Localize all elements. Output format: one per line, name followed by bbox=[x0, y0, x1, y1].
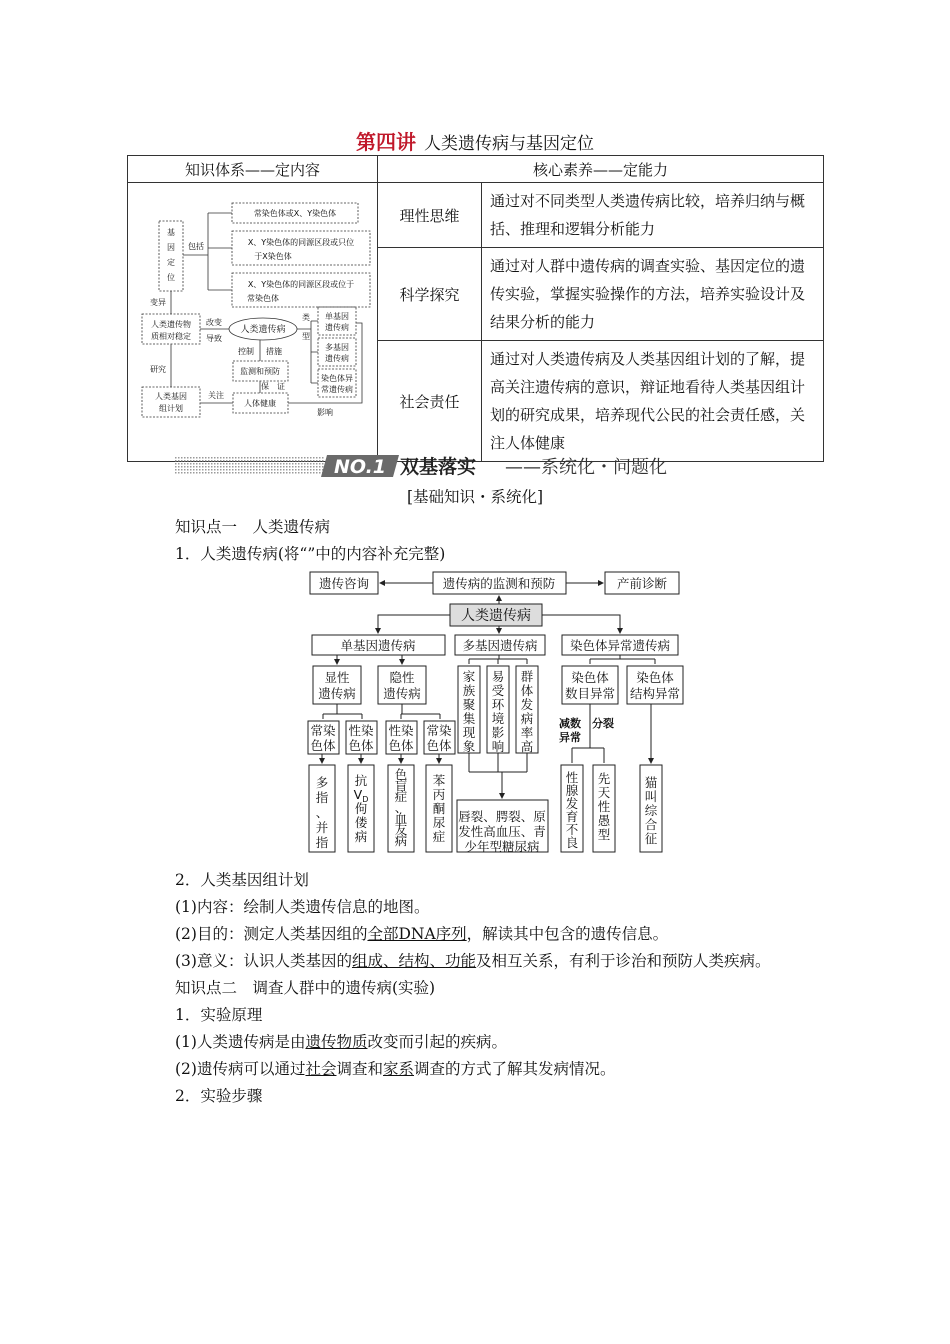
flow-vchar: 指 bbox=[315, 790, 329, 805]
underlined-answer: 遗传物质 bbox=[305, 1033, 368, 1051]
mm-t1b: 遗传病 bbox=[325, 323, 349, 332]
principle-1 bbox=[175, 1028, 507, 1056]
flow-vchar: 体 bbox=[520, 683, 534, 698]
flow-xian2: 遗传病 bbox=[318, 686, 356, 701]
mm-kongzhi: 控制 bbox=[238, 347, 254, 356]
flow-vchar: 不 bbox=[565, 822, 579, 837]
flow-fenlie: 分裂 bbox=[592, 717, 614, 730]
flow-vchar: 偻 bbox=[354, 815, 368, 830]
subheading: [基础知识・系统化] bbox=[406, 488, 544, 506]
flow-vchar: 率 bbox=[520, 725, 534, 740]
mm-b2b: 于X染色体 bbox=[254, 252, 292, 261]
flow-jiance: 遗传病的监测和预防 bbox=[442, 576, 556, 591]
mm-gaibian: 改变 bbox=[206, 318, 222, 327]
mm-t2a: 多基因 bbox=[325, 343, 349, 352]
mm-b1: 常染色体或X、Y染色体 bbox=[253, 209, 337, 218]
flow-vchar: 血 bbox=[394, 811, 408, 826]
lecture-title: 人类遗传病与基因定位 bbox=[424, 134, 594, 154]
text-span: 、 bbox=[382, 952, 399, 970]
text-span: 调查的方式了解其发病情况。 bbox=[414, 1060, 616, 1078]
row-label-1: 理性思维 bbox=[378, 183, 482, 248]
row-desc-2: 通过对人群中遗传病的调查实验、基因定位的遗传实验，掌握实验操作的方法，培养实验设计及结果分析的能力 bbox=[482, 248, 824, 341]
flow-vchar: 高 bbox=[520, 739, 534, 754]
flow-vchar: 聚 bbox=[462, 697, 476, 712]
mm-stable1: 人类遗传物 bbox=[151, 320, 191, 329]
text-span: 调查和 bbox=[336, 1060, 383, 1078]
item-4: 2．实验步骤 bbox=[175, 1087, 263, 1105]
banner-main: 双基落实 bbox=[400, 456, 477, 478]
flow-vchar: 综 bbox=[644, 803, 658, 818]
row-label-2: 科学探究 bbox=[378, 248, 482, 341]
row-desc-3: 通过对人类遗传病及人类基因组计划的了解，提高关注遗传病的意识，辩证地看待人类基因组计划的研究成果，培养现代公民的社会责任感，关注人体健康 bbox=[482, 341, 824, 462]
flow-vchar: 性 bbox=[597, 799, 611, 814]
flow-vchar: 多 bbox=[315, 775, 329, 790]
mm-leixing1: 类 bbox=[302, 313, 310, 322]
flow-ex3: 少年型糖尿病 bbox=[464, 839, 540, 854]
overview-table bbox=[127, 155, 824, 462]
page-title bbox=[0, 126, 950, 155]
knowledge-point-1: 知识点一 人类遗传病 bbox=[175, 518, 331, 536]
knowledge-point-2: 知识点二 调查人群中的遗传病(实验) bbox=[175, 979, 436, 997]
item-2: 2．人类基因组计划 bbox=[175, 871, 309, 889]
mm-jiyin: 基 bbox=[167, 228, 175, 237]
flow-jianshu1: 减数 bbox=[559, 717, 581, 730]
flow-vchar: $V_D$ bbox=[353, 787, 369, 804]
flow-vchar: 叫 bbox=[644, 789, 658, 804]
flow-vchar: 育 bbox=[565, 809, 579, 824]
mm-yanjiu: 研究 bbox=[150, 365, 166, 374]
mindmap-cell bbox=[128, 183, 378, 462]
mm-jiance2: 保 证 bbox=[261, 382, 285, 391]
flow-vchar: 症 bbox=[432, 829, 446, 844]
flow-vchar: 发 bbox=[565, 796, 579, 811]
mm-gui2: 组计划 bbox=[159, 404, 183, 413]
flow-vchar: 猫 bbox=[644, 775, 658, 790]
flow-vchar: 、 bbox=[394, 800, 408, 815]
text-span: (1)人类遗传病是由 bbox=[175, 1033, 306, 1051]
flow-vchar: 境 bbox=[491, 711, 505, 726]
flow-ex1: 唇裂、腭裂、原 bbox=[458, 809, 546, 824]
flow-root: 人类遗传病 bbox=[461, 608, 531, 624]
mm-gui1: 人类基因 bbox=[155, 392, 187, 401]
flow-vchar: 指 bbox=[315, 835, 329, 850]
flow-vchar: 友 bbox=[394, 822, 408, 837]
flow-vchar: 病 bbox=[394, 833, 408, 848]
text-span: 及相互关系，有利于诊治和预防人类疾病。 bbox=[476, 952, 771, 970]
lecture-number: 第四讲 bbox=[356, 130, 416, 154]
flow-vchar: 响 bbox=[491, 739, 505, 754]
flow-vchar: 家 bbox=[462, 669, 476, 684]
mm-char: 定 bbox=[167, 258, 175, 267]
mm-center: 人类遗传病 bbox=[240, 325, 286, 335]
flow-vchar: 尿 bbox=[432, 815, 446, 830]
significance-line bbox=[175, 947, 771, 975]
section-banner bbox=[175, 451, 775, 481]
flow-vchar: 佝 bbox=[354, 801, 368, 816]
flow-vchar: 、 bbox=[315, 805, 329, 820]
banner-graphic bbox=[175, 451, 775, 481]
mm-b3b: 常染色体 bbox=[247, 294, 279, 303]
flow-vchar: 发 bbox=[520, 697, 534, 712]
mm-t3b: 常遗传病 bbox=[321, 385, 353, 394]
banner-sub: ——系统化・问题化 bbox=[505, 457, 667, 478]
flow-ex2: 发性高血压、青 bbox=[458, 824, 546, 839]
left-header: 知识体系——定内容 bbox=[128, 156, 378, 183]
flow-str2: 结构异常 bbox=[629, 686, 681, 701]
mm-t2b: 遗传病 bbox=[325, 354, 349, 363]
flow-vchar: 群 bbox=[520, 669, 534, 684]
flow-vchar: 酮 bbox=[432, 801, 446, 816]
flow-xian1: 显性 bbox=[324, 670, 350, 685]
underlined-answer: 家系 bbox=[383, 1060, 415, 1078]
flow-yin2: 遗传病 bbox=[383, 686, 421, 701]
mm-jiance1: 监测和预防 bbox=[240, 367, 280, 376]
flow-num2: 数目异常 bbox=[564, 686, 616, 701]
flow-vchar: 病 bbox=[354, 829, 368, 844]
flow-c3a: 性染 bbox=[388, 723, 414, 738]
flow-vchar: 环 bbox=[491, 697, 505, 712]
mm-t1a: 单基因 bbox=[325, 312, 349, 321]
flow-vchar: 性 bbox=[565, 770, 579, 785]
text-span: (2)目的：测定人类基因组的 bbox=[175, 925, 368, 943]
flow-c1a: 常染 bbox=[310, 723, 336, 738]
knowledge-mindmap bbox=[128, 183, 377, 441]
flow-vchar: 盲 bbox=[394, 778, 408, 793]
text-span: (2)遗传病可以通过 bbox=[175, 1060, 306, 1078]
flow-c3b: 色体 bbox=[388, 738, 414, 753]
mm-daozhi: 导致 bbox=[206, 334, 222, 343]
mm-leixing2: 型 bbox=[302, 332, 310, 341]
item-3: 1．实验原理 bbox=[175, 1006, 263, 1024]
flow-chrom: 染色体异常遗传病 bbox=[569, 638, 671, 653]
flow-vchar: 影 bbox=[491, 725, 505, 740]
text-span: ，解读其中包含的遗传信息。 bbox=[466, 925, 669, 943]
purpose-line bbox=[175, 920, 668, 948]
mm-t3a: 染色体异 bbox=[321, 374, 353, 383]
mm-b3a: X、Y染色体的同源区段或位于 bbox=[247, 280, 355, 289]
flow-vchar: 征 bbox=[644, 831, 658, 846]
text-span: (3)意义：认识人类基因的 bbox=[175, 952, 352, 970]
content-line: (1)内容：绘制人类遗传信息的地图。 bbox=[175, 898, 430, 916]
mm-yingxiang: 影响 bbox=[317, 408, 333, 417]
flow-vchar: 天 bbox=[597, 785, 611, 800]
flow-c4b: 色体 bbox=[426, 738, 452, 753]
flow-vchar: 型 bbox=[597, 827, 611, 842]
flow-vchar: 象 bbox=[462, 739, 476, 754]
flow-vchar: 腺 bbox=[565, 783, 579, 798]
flow-vchar: 合 bbox=[644, 817, 658, 832]
flow-vchar: 集 bbox=[462, 711, 476, 726]
underlined-answer: 功能 bbox=[445, 952, 477, 970]
text-span: 改变而引起的疾病。 bbox=[367, 1033, 507, 1051]
underlined-answer: 结构 bbox=[398, 952, 430, 970]
flow-vchar: 现 bbox=[462, 725, 476, 740]
flow-vchar: 先 bbox=[597, 771, 611, 786]
flow-vchar: 苯 bbox=[432, 773, 446, 788]
right-header: 核心素养——定能力 bbox=[378, 156, 824, 183]
underlined-answer: 社会 bbox=[305, 1060, 337, 1078]
flow-str1: 染色体 bbox=[636, 670, 674, 685]
flow-chanqian: 产前诊断 bbox=[616, 576, 668, 591]
mm-guanzhu: 关注 bbox=[208, 391, 224, 400]
banner-badge: NO.1 bbox=[333, 456, 387, 478]
item-1: 1．人类遗传病(将“”中的内容补充完整) bbox=[175, 545, 446, 563]
flow-yin1: 隐性 bbox=[389, 670, 415, 685]
mm-char: 因 bbox=[167, 243, 175, 252]
flow-vchar: 愚 bbox=[597, 813, 611, 828]
text-span: 、 bbox=[429, 952, 446, 970]
mm-baokuo: 包括 bbox=[188, 242, 204, 251]
flow-vchar: 并 bbox=[315, 820, 329, 835]
flow-c2a: 性染 bbox=[348, 723, 374, 738]
row-label-3: 社会责任 bbox=[378, 341, 482, 462]
mm-char: 位 bbox=[167, 273, 175, 282]
flow-vchar: 丙 bbox=[432, 787, 446, 802]
flow-vchar: 抗 bbox=[354, 773, 368, 788]
underlined-answer: 组成 bbox=[351, 952, 383, 970]
mm-cuoshi: 措施 bbox=[266, 347, 282, 356]
mm-stable2: 质相对稳定 bbox=[151, 332, 191, 341]
flow-vchar: 族 bbox=[462, 683, 476, 698]
flow-vchar: 易 bbox=[491, 669, 505, 684]
flow-c2b: 色体 bbox=[348, 738, 374, 753]
disease-flowchart bbox=[300, 567, 700, 859]
mm-health: 人体健康 bbox=[244, 399, 276, 408]
underlined-answer: 全部DNA序列 bbox=[367, 925, 467, 943]
flow-vchar: 受 bbox=[491, 683, 505, 698]
flow-c1b: 色体 bbox=[310, 738, 336, 753]
flow-vchar: 良 bbox=[565, 835, 579, 850]
flow-vchar: 症 bbox=[394, 789, 408, 804]
flow-multi: 多基因遗传病 bbox=[462, 638, 538, 653]
flow-jianshu2: 异常 bbox=[559, 731, 581, 744]
flow-zixun: 遗传咨询 bbox=[318, 576, 370, 591]
flow-vchar: 色 bbox=[394, 767, 408, 782]
row-desc-1: 通过对不同类型人类遗传病比较，培养归纳与概括、推理和逻辑分析能力 bbox=[482, 183, 824, 248]
principle-2 bbox=[175, 1055, 616, 1083]
mm-bianyi: 变异 bbox=[150, 298, 166, 307]
flow-vchar: 病 bbox=[520, 711, 534, 726]
flow-num1: 染色体 bbox=[571, 670, 609, 685]
mm-b2a: X、Y染色体的同源区段或只位 bbox=[247, 238, 355, 247]
flow-c4a: 常染 bbox=[426, 723, 452, 738]
flow-single: 单基因遗传病 bbox=[340, 638, 416, 653]
